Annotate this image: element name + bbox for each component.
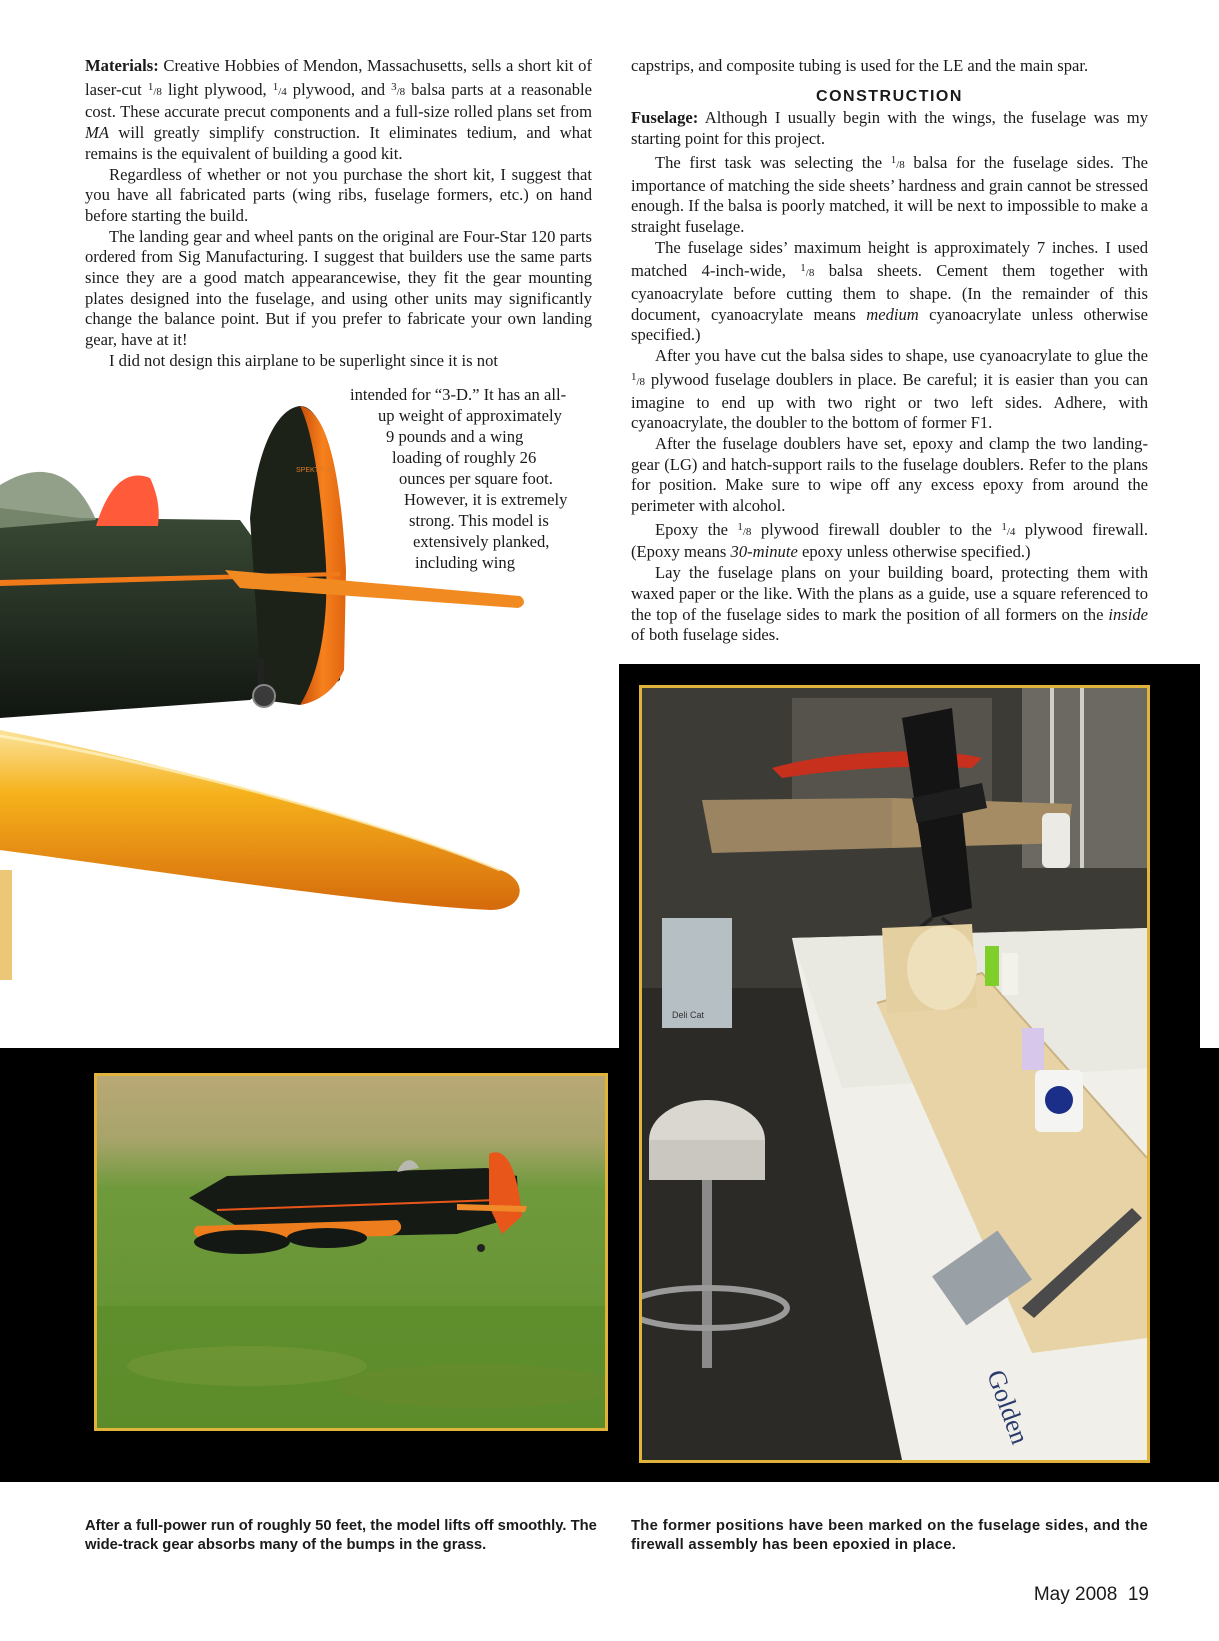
wrap-line: However, it is extremely [404, 490, 568, 509]
wrap-line: intended for “3-D.” It has an all- [350, 385, 567, 404]
workshop-photo-scene [642, 688, 1147, 1460]
fuselage-sides-paragraph: The fuselage sides’ maximum height is approximately 7 inches. I used matched 4-inch-wide, $^1$/8 balsa sheets. Cement them together with cyanoacrylate before cutting them to shape. (In the remainder of this document, cyanoacrylate means medium cyanoacrylate unless otherwise specified.) [631, 237, 1148, 345]
wrap-line: ounces per square foot. [399, 469, 553, 488]
wrap-line: strong. This model is [409, 511, 549, 530]
right-text-column [631, 56, 1148, 646]
wrap-line: 9 pounds and a wing [386, 427, 524, 446]
short-kit-paragraph: Regardless of whether or not you purchase the short kit, I suggest that you have all fabricated parts (wing ribs, fuselage formers, etc.) on hand before starting the build. [85, 164, 592, 225]
wrap-line: extensively planked, [413, 532, 550, 551]
left-text-column [85, 56, 592, 372]
section-heading-construction: CONSTRUCTION [816, 87, 963, 105]
workshop-photo-caption: The former positions have been marked on the fuselage sides, and the firewall assembly has been epoxied in place. [631, 1518, 1148, 1553]
design-paragraph-first-line: I did not design this airplane to be superlight since it is not [109, 350, 498, 370]
page-folio: May 2008 19 [1033, 1584, 1149, 1605]
wrap-line: including wing [415, 553, 516, 572]
fuselage-lead: Fuselage: [631, 108, 699, 128]
landing-gear-paragraph: The landing gear and wheel pants on the original are Four-Star 120 parts ordered from Sig Manufacturing. I suggest that builders use the same parts since they are a good match appearancewise, they fit the gear mounting plates designed into the fuselage, and using other units may significantly change the balance point. But if you prefer to fabricate your own landing gear, have at it! [85, 226, 592, 350]
capstrips-line: capstrips, and composite tubing is used for the LE and the main spar. [631, 56, 1089, 75]
balsa-selection-paragraph: The first task was selecting the $^1$/8 balsa for the fuselage sides. The importance of matching the side sheets’ hardness and grain cannot be stressed enough. If the balsa is poorly matched, it will be next to impossible to make a straight fuselage. [631, 152, 1148, 236]
wrap-line: up weight of approximately [378, 406, 562, 425]
materials-lead: Materials: [85, 56, 159, 75]
flight-photo [94, 1073, 608, 1431]
bucket-label: Deli Cat [672, 1010, 705, 1020]
plans-title-text: Golden [981, 1366, 1035, 1448]
flight-photo-caption: After a full-power run of roughly 50 feet, the model lifts off smoothly. The wide-track gear absorbs many of the bumps in the grass. [85, 1518, 597, 1553]
firewall-paragraph: Epoxy the $^1$/8 plywood firewall doubler to the $^1$/4 plywood firewall. (Epoxy means 30-minute epoxy unless otherwise specified.) [631, 519, 1148, 562]
tail-logo-text: SPEKTRUM [296, 467, 335, 474]
materials-paragraph: Materials: Creative Hobbies of Mendon, Massachusetts, sells a short kit of laser-cut $^1$/8 light plywood, $^1$/4 plywood, and $^3$/8 balsa parts at a reasonable cost. These accurate precut components and a full-size rolled plans set from MA will greatly simplify construction. It eliminates tedium, and what remains is the equivalent of building a good kit. [85, 56, 592, 163]
workshop-photo [639, 685, 1150, 1463]
doublers-paragraph: After you have cut the balsa sides to shape, use cyanoacrylate to glue the $^1$/8 plywood fuselage doublers in place. Be careful; it is easier than you can imagine to end up with two right or two left sides. Adhere, with cyanoacrylate, the doubler to the bottom of former F1. [631, 346, 1148, 433]
plans-layout-paragraph: Lay the fuselage plans on your building board, protecting them with waxed paper or the like. With the plans as a guide, use a square referenced to the top of the fuselage sides to mark the position of all formers on the inside of both fuselage sides. [631, 563, 1148, 645]
flight-photo-scene [97, 1076, 605, 1428]
airplane-cutout-photo [0, 400, 560, 980]
fuselage-intro-paragraph: Fuselage: Although I usually begin with the wings, the fuselage was my starting point for this project. [631, 108, 1148, 149]
rails-paragraph: After the fuselage doublers have set, epoxy and clamp the two landing-gear (LG) and hatch-support rails to the fuselage doublers. Refer to the plans for position. Make sure to wipe off any excess epoxy from around the perimeter with alcohol. [631, 433, 1148, 516]
wrap-line: loading of roughly 26 [392, 448, 537, 467]
